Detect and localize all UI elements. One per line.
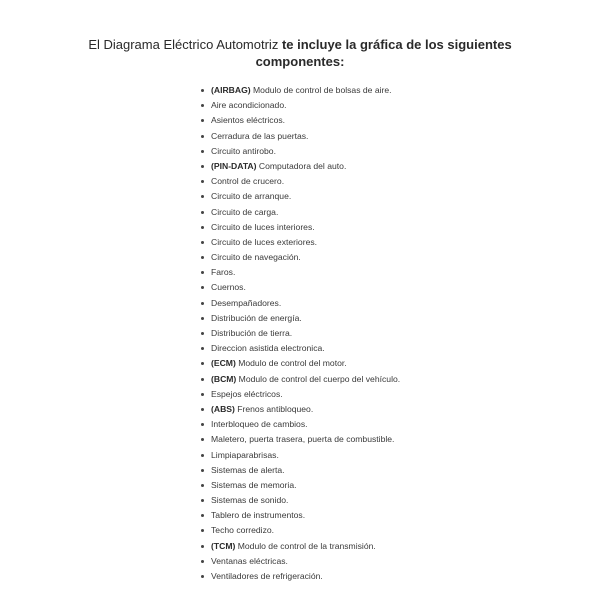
bullet-icon [201, 454, 204, 457]
item-text: Modulo de control del motor. [235, 358, 347, 369]
item-text: Modulo de control del cuerpo del vehículo. [236, 373, 401, 384]
item-text: Circuito de luces interiores. [211, 221, 315, 232]
bullet-icon [201, 256, 204, 259]
item-code: (TCM) [211, 540, 236, 551]
list-item [200, 220, 400, 235]
list-item [200, 265, 400, 280]
item-text: Asientos eléctricos. [211, 115, 286, 126]
bullet-icon [201, 135, 204, 138]
item-text: Cuernos. [211, 282, 246, 293]
item-code: (ABS) [211, 403, 235, 414]
bullet-icon [201, 514, 204, 517]
bullet-icon [201, 499, 204, 502]
bullet-icon [201, 575, 204, 578]
page-heading [0, 36, 600, 70]
item-text: Sistemas de sonido. [211, 495, 289, 506]
bullet-icon [201, 165, 204, 168]
bullet-icon [201, 545, 204, 548]
item-text: Distribución de energía. [211, 312, 302, 323]
item-code: (AIRBAG) [211, 85, 251, 95]
bullet-icon [201, 560, 204, 563]
bullet-icon [201, 393, 204, 396]
item-text: Maletero, puerta trasera, puerta de combustible. [211, 434, 395, 445]
item-code: (PIN-DATA) [211, 160, 257, 171]
list-item [200, 174, 400, 189]
list-item [200, 402, 400, 417]
item-text: Modulo de control de la transmisión. [235, 540, 376, 551]
list-item [200, 387, 400, 402]
item-text: Circuito de carga. [211, 206, 279, 217]
list-item [200, 356, 400, 371]
item-text: Cerradura de las puertas. [211, 130, 309, 141]
bullet-icon [201, 302, 204, 305]
bullet-icon [201, 317, 204, 320]
bullet-icon [201, 150, 204, 153]
list-item [200, 144, 400, 159]
list-item [200, 432, 400, 447]
item-text: Faros. [211, 267, 236, 278]
item-text: Ventiladores de refrigeración. [211, 571, 323, 581]
list-item [200, 311, 400, 326]
list-item [200, 417, 400, 432]
list-item [200, 539, 400, 554]
bullet-icon [201, 362, 204, 365]
list-item [200, 463, 400, 478]
item-text: Sistemas de memoria. [211, 479, 297, 490]
item-text: Desempañadores. [211, 297, 282, 308]
item-text: Computadora del auto. [256, 160, 347, 171]
heading-line-2: componentes: [255, 54, 345, 69]
list-item [200, 341, 400, 356]
component-list [200, 83, 400, 584]
bullet-icon [201, 226, 204, 229]
heading-normal-text: El Diagrama Eléctrico Automotriz [88, 37, 282, 52]
list-item [200, 448, 400, 463]
list-item [200, 83, 400, 98]
bullet-icon [201, 332, 204, 335]
item-text: Circuito de arranque. [211, 191, 292, 202]
list-item [200, 372, 400, 387]
bullet-icon [201, 469, 204, 472]
bullet-icon [201, 347, 204, 350]
bullet-icon [201, 241, 204, 244]
item-text: Circuito de navegación. [211, 252, 301, 263]
item-text: Tablero de instrumentos. [211, 510, 306, 521]
list-item [200, 159, 400, 174]
bullet-icon [201, 89, 204, 92]
item-text: Circuito de luces exteriores. [211, 236, 318, 247]
heading-line-1 [0, 36, 600, 53]
item-code: (BCM) [211, 373, 237, 384]
bullet-icon [201, 438, 204, 441]
item-text: Modulo de control de bolsas de aire. [250, 85, 392, 95]
bullet-icon [201, 271, 204, 274]
bullet-icon [201, 408, 204, 411]
item-text: Aire acondicionado. [211, 100, 287, 111]
item-text: Circuito antirobo. [211, 145, 276, 156]
list-item [200, 569, 400, 584]
item-text: Sistemas de alerta. [211, 464, 285, 475]
list-item [200, 554, 400, 569]
list-item [200, 129, 400, 144]
bullet-icon [201, 529, 204, 532]
list-item [200, 189, 400, 204]
item-text: Control de crucero. [211, 176, 285, 187]
bullet-icon [201, 195, 204, 198]
bullet-icon [201, 484, 204, 487]
item-text: Espejos eléctricos. [211, 388, 283, 399]
item-text: Distribución de tierra. [211, 328, 293, 338]
item-text: Interbloqueo de cambios. [211, 419, 308, 430]
item-text: Ventanas eléctricas. [211, 555, 288, 566]
item-text: Frenos antibloqueo. [234, 403, 314, 414]
list-item [200, 98, 400, 113]
item-text: Direccion asistida electronica. [211, 343, 325, 354]
list-item [200, 235, 400, 250]
bullet-icon [201, 180, 204, 183]
list-item [200, 296, 400, 311]
list-item [200, 508, 400, 523]
list-item [200, 523, 400, 538]
list-item [200, 205, 400, 220]
item-text: Limpiaparabrisas. [211, 449, 279, 460]
list-item [200, 493, 400, 508]
list-item [200, 250, 400, 265]
bullet-icon [201, 286, 204, 289]
bullet-icon [201, 378, 204, 381]
item-text: Techo corredizo. [211, 525, 275, 536]
bullet-icon [201, 423, 204, 426]
item-code: (ECM) [211, 358, 236, 369]
bullet-icon [201, 119, 204, 122]
list-item [200, 113, 400, 128]
bullet-icon [201, 211, 204, 214]
list-item [200, 280, 400, 295]
bullet-icon [201, 104, 204, 107]
list-item [200, 478, 400, 493]
list-item [200, 326, 400, 341]
heading-bold-text: te incluye la gráfica de los siguientes [281, 37, 512, 52]
